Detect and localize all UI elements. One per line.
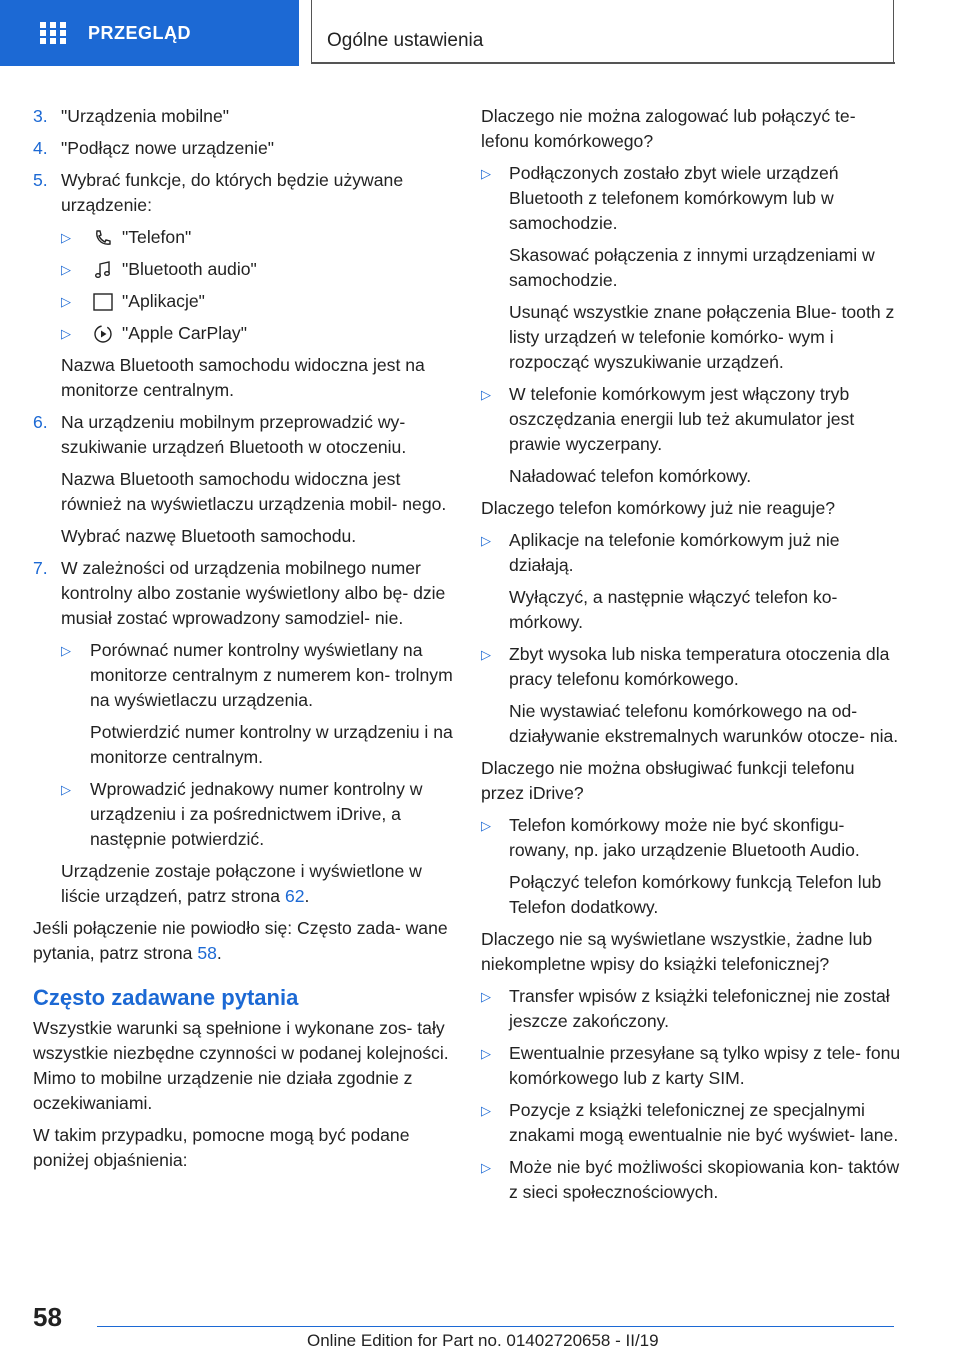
faq-question: Dlaczego nie są wyświetlane wszystkie, żadne lub niekompletne wpisy do książki telefonicznej? — [481, 929, 873, 974]
triangle-bullet-icon: ▷ — [61, 782, 71, 797]
option-apps — [61, 289, 453, 314]
triangle-bullet-icon: ▷ — [481, 1103, 491, 1118]
bullet-text: Zbyt wysoka lub niska temperatura otoczenia dla pracy telefonu komórkowego. — [509, 644, 890, 689]
step-6-note: Nazwa Bluetooth samochodu widoczna jest również na wyświetlaczu urządzenia mobil- nego. — [61, 469, 447, 514]
faq-heading: Często zadawane pytania — [33, 985, 299, 1010]
bullet-text: Ewentualnie przesyłane są tylko wpisy z tele- fonu komórkowego lub z karty SIM. — [509, 1043, 901, 1088]
step-6-note: Wybrać nazwę Bluetooth samochodu. — [61, 526, 357, 546]
triangle-bullet-icon: ▷ — [61, 230, 71, 245]
option-carplay — [61, 321, 453, 346]
step-5 — [33, 168, 453, 218]
step-number: 3. — [33, 106, 48, 126]
triangle-bullet-icon: ▷ — [61, 643, 71, 658]
footer-divider — [97, 1326, 894, 1327]
option-label: "Aplikacje" — [122, 291, 205, 311]
bullet-note: Wyłączyć, a następnie włączyć telefon ko- mórkowy. — [509, 587, 838, 632]
note-text: Jeśli połączenie nie powiodło się: Często zada- wane pytania, patrz strona — [33, 918, 448, 963]
triangle-bullet-icon: ▷ — [61, 326, 71, 341]
triangle-bullet-icon: ▷ — [481, 1046, 491, 1061]
faq-bullet — [481, 1155, 901, 1205]
overview-button[interactable] — [0, 0, 299, 66]
bullet-text: Może nie być możliwości skopiowania kon- taktów z sieci społecznościowych. — [509, 1157, 900, 1202]
triangle-bullet-icon: ▷ — [481, 818, 491, 833]
bullet-text: Podłączonych zostało zbyt wiele urządzeń Bluetooth z telefonem komórkowym lub w samochodzie. — [509, 163, 839, 233]
apps-square-icon — [90, 291, 116, 313]
faq-bullet — [481, 382, 901, 457]
bullet-text: Telefon komórkowy może nie być skonfigu- rowany, np. jako urządzenie Bluetooth Audio. — [509, 815, 860, 860]
faq-bullet — [481, 642, 901, 692]
triangle-bullet-icon: ▷ — [481, 989, 491, 1004]
faq-question: Dlaczego nie można zalogować lub połączyć te- lefonu komórkowego? — [481, 106, 856, 151]
bullet-text: Wprowadzić jednakowy numer kontrolny w urządzeniu i za pośrednictwem iDrive, a następnie potwierdzić. — [90, 779, 423, 849]
bullet-note: Usunąć wszystkie znane połączenia Blue- tooth z listy urządzeń w telefonie komórko- wym i rozpocząć wyszukiwanie urządzeń. — [509, 302, 895, 372]
option-label: "Telefon" — [122, 227, 192, 247]
bullet-note: Nie wystawiać telefonu komórkowego na od- działywanie ekstremalnych warunków otocze- nia. — [509, 701, 899, 746]
step-number: 5. — [33, 170, 48, 190]
music-note-icon — [90, 259, 116, 281]
triangle-bullet-icon: ▷ — [481, 387, 491, 402]
option-phone — [61, 225, 453, 250]
step-3 — [33, 104, 453, 129]
grid-icon — [40, 22, 66, 44]
step-number: 7. — [33, 558, 48, 578]
triangle-bullet-icon: ▷ — [481, 1160, 491, 1175]
faq-question: Dlaczego nie można obsługiwać funkcji telefonu przez iDrive? — [481, 758, 855, 803]
step-7-bullet — [61, 638, 453, 713]
faq-intro: Wszystkie warunki są spełnione i wykonane zos- tały wszystkie niezbędne czynności w podanej kolejności. Mimo to mobilne urządzenie nie działa zgodnie z oczekiwaniami. — [33, 1018, 449, 1113]
option-label: "Apple CarPlay" — [122, 323, 247, 343]
page-number: 58 — [33, 1302, 62, 1332]
left-column — [33, 104, 453, 1180]
overview-label: PRZEGLĄD — [88, 22, 191, 43]
step-5-note: Nazwa Bluetooth samochodu widoczna jest na monitorze centralnym. — [61, 355, 425, 400]
step-7-note — [61, 859, 453, 909]
right-column — [481, 104, 901, 1212]
faq-bullet — [481, 528, 901, 578]
bullet-text: W telefonie komórkowym jest włączony tryb oszczędzania energii lub też akumulator jest prawie wyczerpany. — [509, 384, 855, 454]
bullet-text: Transfer wpisów z książki telefonicznej nie został jeszcze zakończony. — [509, 986, 890, 1031]
faq-bullet — [481, 984, 901, 1034]
note-text: . — [304, 886, 310, 906]
edition-text: Online Edition for Part no. 01402720658 - II/19 — [307, 1331, 659, 1350]
section-tab — [311, 0, 894, 64]
triangle-bullet-icon: ▷ — [61, 294, 71, 309]
page-link-58[interactable]: 58 — [197, 943, 217, 963]
faq-bullet — [481, 161, 901, 236]
note-text: . — [216, 943, 222, 963]
bullet-note: Naładować telefon komórkowy. — [509, 466, 752, 486]
bullet-note: Potwierdzić numer kontrolny w urządzeniu i na monitorze centralnym. — [90, 722, 453, 767]
bullet-text: Porównać numer kontrolny wyświetlany na monitorze centralnym z numerem kon- trolnym na wyświetlaczu urządzenia. — [90, 640, 453, 710]
triangle-bullet-icon: ▷ — [61, 262, 71, 277]
header — [0, 0, 960, 66]
step-text: Na urządzeniu mobilnym przeprowadzić wy- szukiwanie urządzeń Bluetooth w otoczeniu. — [61, 412, 407, 457]
option-label: "Bluetooth audio" — [122, 259, 257, 279]
bullet-text: Aplikacje na telefonie komórkowym już nie działają. — [509, 530, 840, 575]
faq-bullet — [481, 1041, 901, 1091]
faq-bullet — [481, 1098, 901, 1148]
step-text: Wybrać funkcje, do których będzie używane urządzenie: — [61, 170, 404, 215]
faq-bullet — [481, 813, 901, 863]
step-4 — [33, 136, 453, 161]
step-text: W zależności od urządzenia mobilnego numer kontrolny albo zostanie wyświetlony albo bę- dzie musiał zostać wprowadzony samodziel- nie. — [61, 558, 446, 628]
faq-intro: W takim przypadku, pomocne mogą być podane poniżej objaśnienia: — [33, 1125, 410, 1170]
fail-note — [33, 916, 453, 966]
triangle-bullet-icon: ▷ — [481, 533, 491, 548]
step-number: 4. — [33, 138, 48, 158]
section-title: Ogólne ustawienia — [327, 30, 484, 51]
note-text: Urządzenie zostaje połączone i wyświetlone w liście urządzeń, patrz strona — [61, 861, 422, 906]
step-7 — [33, 556, 453, 631]
page-link-62[interactable]: 62 — [284, 886, 305, 906]
bullet-note: Skasować połączenia z innymi urządzeniami w samochodzie. — [509, 245, 875, 290]
bullet-note: Połączyć telefon komórkowy funkcją Telefon lub Telefon dodatkowy. — [509, 872, 882, 917]
step-text: "Urządzenia mobilne" — [61, 106, 229, 126]
step-text: "Podłącz nowe urządzenie" — [61, 138, 274, 158]
step-6 — [33, 410, 453, 460]
bullet-text: Pozycje z książki telefonicznej ze specjalnymi znakami mogą ewentualnie nie być wyświet- lane. — [509, 1100, 899, 1145]
triangle-bullet-icon: ▷ — [481, 166, 491, 181]
faq-question: Dlaczego telefon komórkowy już nie reaguje? — [481, 498, 836, 518]
step-number: 6. — [33, 412, 48, 432]
carplay-icon — [90, 323, 116, 345]
option-bluetooth-audio — [61, 257, 453, 282]
phone-icon — [90, 227, 116, 249]
triangle-bullet-icon: ▷ — [481, 647, 491, 662]
step-7-bullet — [61, 777, 453, 852]
